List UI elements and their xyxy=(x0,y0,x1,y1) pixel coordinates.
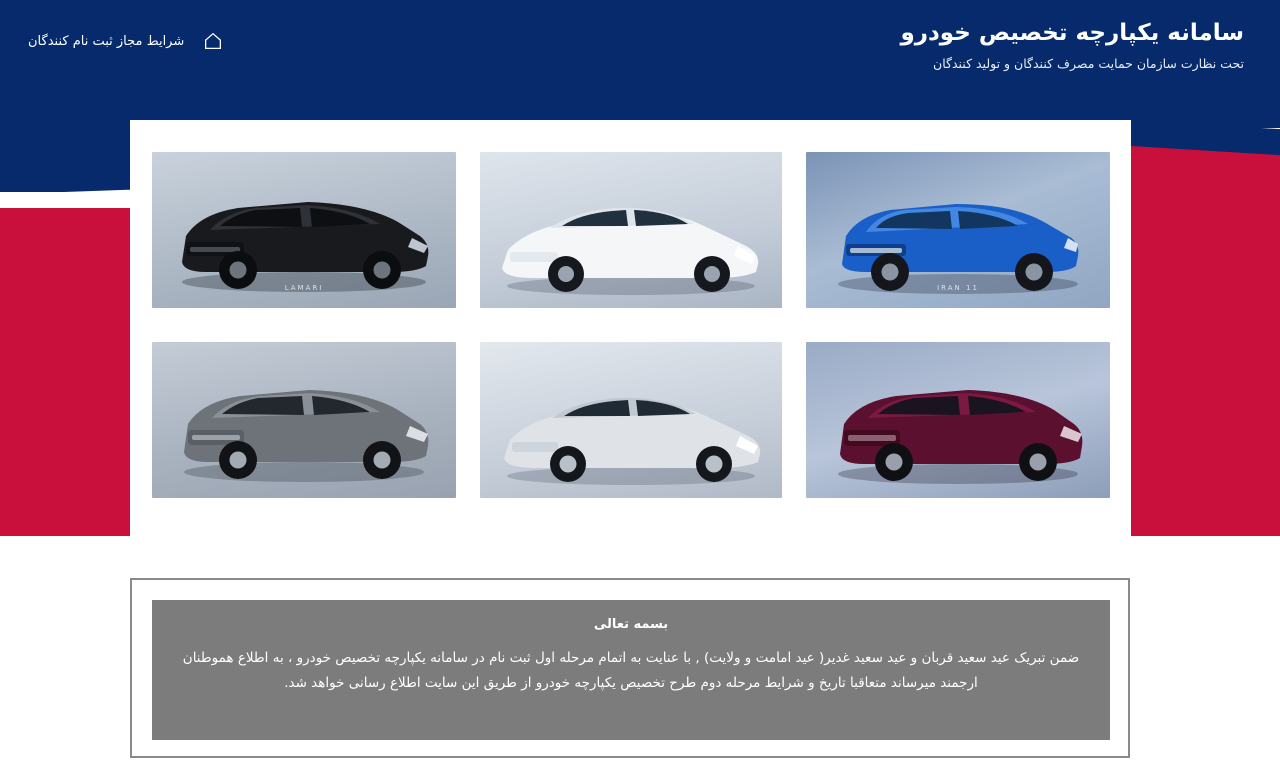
announcement-panel xyxy=(130,578,1130,758)
car-gallery xyxy=(152,152,1110,498)
car-image-black-crossover[interactable] xyxy=(152,152,456,308)
license-plate-text: LAMARI xyxy=(284,284,324,292)
deco-left-red-block xyxy=(0,208,130,536)
white-sedan-icon xyxy=(480,152,782,308)
maroon-suv-icon xyxy=(806,342,1110,498)
site-header xyxy=(0,0,1280,128)
header-nav xyxy=(28,30,224,52)
car-image-silver-sedan[interactable] xyxy=(480,342,782,498)
announcement-body-box xyxy=(152,600,1110,740)
gray-suv-icon xyxy=(152,342,456,498)
nav-item-terms[interactable]: شرایط مجاز ثبت نام کنندگان xyxy=(28,33,185,49)
header-title-block xyxy=(900,18,1244,74)
car-image-maroon-suv[interactable] xyxy=(806,342,1110,498)
silver-sedan-icon xyxy=(480,342,782,498)
car-image-gray-suv[interactable] xyxy=(152,342,456,498)
deco-left-blue-block xyxy=(0,120,130,192)
car-image-blue-suv[interactable] xyxy=(806,152,1110,308)
page-subtitle: تحت نظارت سازمان حمایت مصرف کنندگان و تولید کنندگان xyxy=(933,56,1244,71)
deco-right-red-block xyxy=(1131,140,1280,536)
home-icon[interactable] xyxy=(202,30,224,52)
page-title: سامانه یکپارچه تخصیص خودرو xyxy=(900,20,1244,46)
car-image-white-sedan[interactable] xyxy=(480,152,782,308)
announcement-title: بسمه تعالی xyxy=(593,617,669,632)
license-plate-text: IRAN 11 xyxy=(937,284,979,292)
announcement-text: ضمن تبریک عید سعید قربان و عید سعید غدیر( عید امامت و ولایت) , با عنایت به اتمام مرحله اول ثبت نام در سامانه یکپارچه تخصیص خودرو ، به اطلاع هموطنان ارجمند میرساند متعاقبا تاریخ و شرایط مرحله دوم طرح تخصیص یکپارچه خودرو از طریق این سایت اطلاع رسانی خواهد شد. xyxy=(182,650,1080,691)
